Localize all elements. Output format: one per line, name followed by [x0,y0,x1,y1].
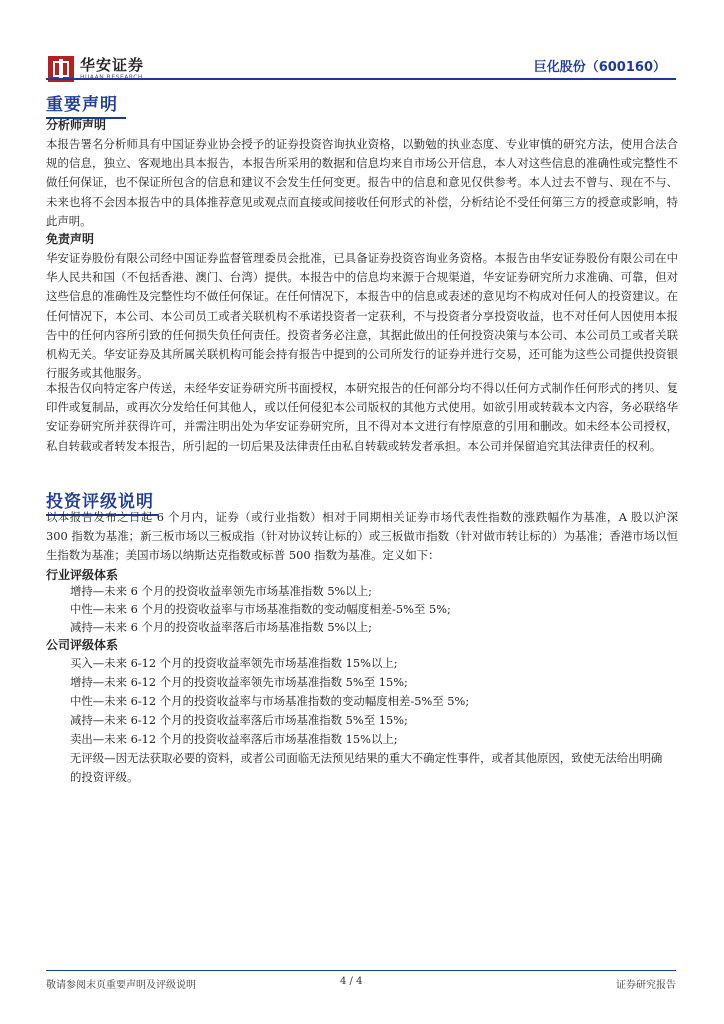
company-rating-item: 无评级—因无法获取必要的资料，或者公司面临无法预见结果的重大不确定性事件，或者其他原因，致使无法给出明确的投资评级。 [70,751,663,784]
industry-rating-item: 减持—未来 6 个月的投资收益率落后市场基准指数 5%以上; [70,620,373,634]
stock-name: 巨化股份（600160） [533,60,666,75]
rating-title-text: 投资评级说明 [46,492,154,512]
disclaimer-heading: 免责声明 [46,232,95,246]
logo-chinese-name: 华安证券 [80,56,145,74]
company-rating-item: 增持—未来 6-12 个月的投资收益率领先市场基准指数 5%至 15%; [70,675,408,689]
analyst-heading: 分析师声明 [46,118,107,132]
company-rating-item: 卖出—未来 6-12 个月的投资收益率落后市场基准指数 15%以上; [70,732,398,746]
important-title-text: 重要声明 [46,95,118,115]
rating-intro: 以本报告发布之日起 6 个月内，证券（或行业指数）相对于同期相关证券市场代表性指数的涨跌幅作为基准，A 股以沪深 300 指数为基准；新三板市场以三板成指（针对协议转让标的）或三板做市指数（针对做市转让标的）为基准；香港市场以恒生指数为基准；美国市场以纳斯达克指数或标普 500 指数为基准。定义如下： [46,510,678,563]
company-rating-item: 买入—未来 6-12 个月的投资收益率领先市场基准指数 15%以上; [70,656,398,670]
important-title [46,90,118,115]
company-rating-item: 减持—未来 6-12 个月的投资收益率落后市场基准指数 5%至 15%; [70,713,408,727]
industry-rating-heading: 行业评级体系 [46,568,119,582]
industry-rating-item: 中性—未来 6 个月的投资收益率与市场基准指数的变动幅度相差-5%至 5%; [70,602,451,616]
footer-note: 敬请参阅末页重要声明及评级说明 [46,980,196,991]
industry-rating-item: 增持—未来 6 个月的投资收益率领先市场基准指数 5%以上; [70,584,373,598]
analyst-statement: 本报告署名分析师具有中国证券业协会授予的证券投资咨询执业资格，以勤勉的执业态度、专业审慎的研究方法，使用合法合规的信息，独立、客观地出具本报告，本报告所采用的数据和信息均来自市场公开信息，本人对这些信息的准确性或完整性不做任何保证，也不保证所包含的信息和建议不会发生任何变更。报告中的信息和意见仅供参考。本人过去不曾与、现在不与、未来也将不会因本报告中的具体推荐意见或观点而直接或间接收任何形式的补偿，分析结论不受任何第三方的授意或影响，特此声明。 [46,137,678,228]
footer-report-type: 证券研究报告 [616,980,676,991]
header-divider [46,78,676,80]
company-rating-heading: 公司评级体系 [46,638,119,652]
disclaimer-paragraph-1: 华安证券股份有限公司经中国证券监督管理委员会批准，已具备证券投资咨询业务资格。本报告由华安证券股份有限公司在中华人民共和国（不包括香港、澳门、台湾）提供。本报告中的信息均来源于合规渠道，华安证券研究所力求准确、可靠，但对这些信息的准确性及完整性均不做任何保证。在任何情况下，本报告中的信息或表述的意见均不构成对任何人的投资建议。在任何情况下，本公司、本公司员工或者关联机构不承诺投资者一定获利，不与投资者分享投资收益，也不对任何人因使用本报告中的任何内容所引致的任何损失负任何责任。投资者务必注意，其据此做出的任何投资决策与本公司、本公司员工或者关联机构无关。华安证券及其所属关联机构可能会持有报告中提到的公司所发行的证券并进行交易，还可能为这些公司提供投资银行服务或其他服务。 [46,251,678,381]
company-rating-item: 中性—未来 6-12 个月的投资收益率与市场基准指数的变动幅度相差-5%至 5%; [70,694,470,708]
disclaimer-paragraph-2: 本报告仅向特定客户传送，未经华安证券研究所书面授权，本研究报告的任何部分均不得以任何方式制作任何形式的拷贝、复印件或复制品，或再次分发给任何其他人，或以任何侵犯本公司版权的其他方式使用。如欲引用或转载本文内容，务必联络华安证券研究所并获得许可，并需注明出处为华安证券研究所，且不得对本文进行有悖原意的引用和删改。如未经本公司授权，私自转载或者转发本报告，所引起的一切后果及法律责任由私自转载或转发者承担。本公司并保留追究其法律责任的权利。 [46,381,678,453]
footer-divider [46,970,676,971]
page-number: 4 / 4 [340,976,363,987]
